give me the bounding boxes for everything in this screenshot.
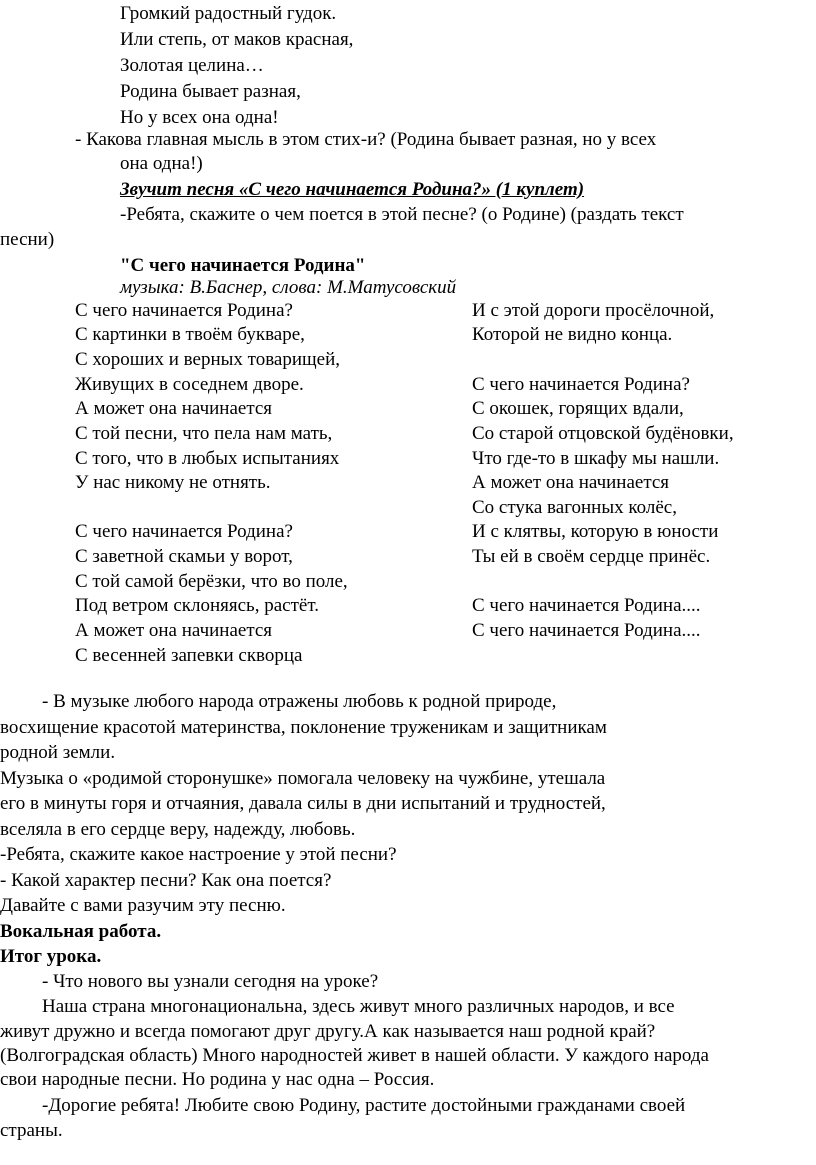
lyric-line-right: Ты ей в своём сердце принёс. [472,546,711,567]
lyric-line-right: С окошек, горящих вдали, [472,398,684,419]
summary-question: - Что нового вы узнали сегодня на уроке? [42,971,379,992]
lyric-line-left: А может она начинается [75,620,273,641]
song-question: -Ребята, скажите о чем поется в этой песне? (о Родине) (раздать текст [120,204,684,225]
lyric-line-left: С картинки в твоём букваре, [75,324,305,345]
song-question-cont: песни) [0,229,55,250]
closing-line: -Дорогие ребята! Любите свою Родину, растите достойными гражданами своей [42,1095,686,1116]
poem-line: Но у всех она одна! [120,107,279,128]
closing-line: страны. [0,1120,63,1141]
lyric-line-right: Со старой отцовской будёновки, [472,423,734,444]
lyric-line-left: У нас никому не отнять. [75,472,271,493]
lyric-line-left: С чего начинается Родина? [75,300,293,321]
discussion-line: - Какой характер песни? Как она поется? [0,870,332,891]
discussion-line: вселяла в его сердце веру, надежду, любовь. [0,819,356,840]
lyric-line-right: С чего начинается Родина.... [472,595,701,616]
lyric-line-left: С той песни, что пела нам мать, [75,423,333,444]
discussion-line: Музыка о «родимой сторонушке» помогала человеку на чужбине, утешала [0,768,606,789]
lyric-line-left: С хороших и верных товарищей, [75,349,340,370]
poem-line: Громкий радостный гудок. [120,3,337,24]
lyric-line-right: С чего начинается Родина.... [472,620,701,641]
lyric-line-left: Живущих в соседнем дворе. [75,374,304,395]
song-title: "С чего начинается Родина" [120,255,366,276]
poem-line: Или степь, от маков красная, [120,29,354,50]
main-idea-question: - Какова главная мысль в этом стих-и? (Родина бывает разная, но у всех [75,129,657,150]
lyric-line-left: Под ветром склоняясь, растёт. [75,595,319,616]
poem-line: Родина бывает разная, [120,81,301,102]
lyric-line-left: С той самой берёзки, что во поле, [75,571,348,592]
summary-paragraph-line: Наша страна многонациональна, здесь живут много различных народов, и все [42,996,675,1017]
vocal-work-heading: Вокальная работа. [0,921,162,942]
discussion-line: Давайте с вами разучим эту песню. [0,895,286,916]
lyric-line-left: С весенней запевки скворца [75,645,303,666]
song-credits: музыка: В.Баснер, слова: М.Матусовский [120,277,457,298]
lyric-line-right: И с этой дороги просёлочной, [472,300,715,321]
lyric-line-right: Со стука вагонных колёс, [472,497,677,518]
poem-line: Золотая целина… [120,55,264,76]
song-cue: Звучит песня «С чего начинается Родина?» (1 куплет) [120,179,585,200]
discussion-line: его в минуты горя и отчаяния, давала силы в дни испытаний и трудностей, [0,793,606,814]
lesson-summary-heading: Итог урока. [0,946,102,967]
discussion-line: - В музыке любого народа отражены любовь к родной природе, [42,691,557,712]
summary-paragraph-line: (Волгоградская область) Много народностей живет в нашей области. У каждого народа [0,1045,709,1066]
discussion-line: родной земли. [0,742,116,763]
discussion-line: восхищение красотой материнства, поклонение труженикам и защитникам [0,717,607,738]
lyric-line-right: А может она начинается [472,472,670,493]
summary-paragraph-line: живут дружно и всегда помогают друг другу.А как называется наш родной край? [0,1021,656,1042]
lyric-line-left: С заветной скамьи у ворот, [75,546,293,567]
discussion-line: -Ребята, скажите какое настроение у этой песни? [0,844,397,865]
lyric-line-right: Которой не видно конца. [472,324,673,345]
summary-paragraph-line: свои народные песни. Но родина у нас одна – Россия. [0,1069,435,1090]
main-idea-answer: она одна!) [120,153,203,174]
lyric-line-right: С чего начинается Родина? [472,374,690,395]
lyric-line-left: С того, что в любых испытаниях [75,448,340,469]
lyric-line-right: Что где-то в шкафу мы нашли. [472,448,720,469]
lyric-line-right: И с клятвы, которую в юности [472,521,719,542]
lyric-line-left: С чего начинается Родина? [75,521,293,542]
lyric-line-left: А может она начинается [75,398,273,419]
